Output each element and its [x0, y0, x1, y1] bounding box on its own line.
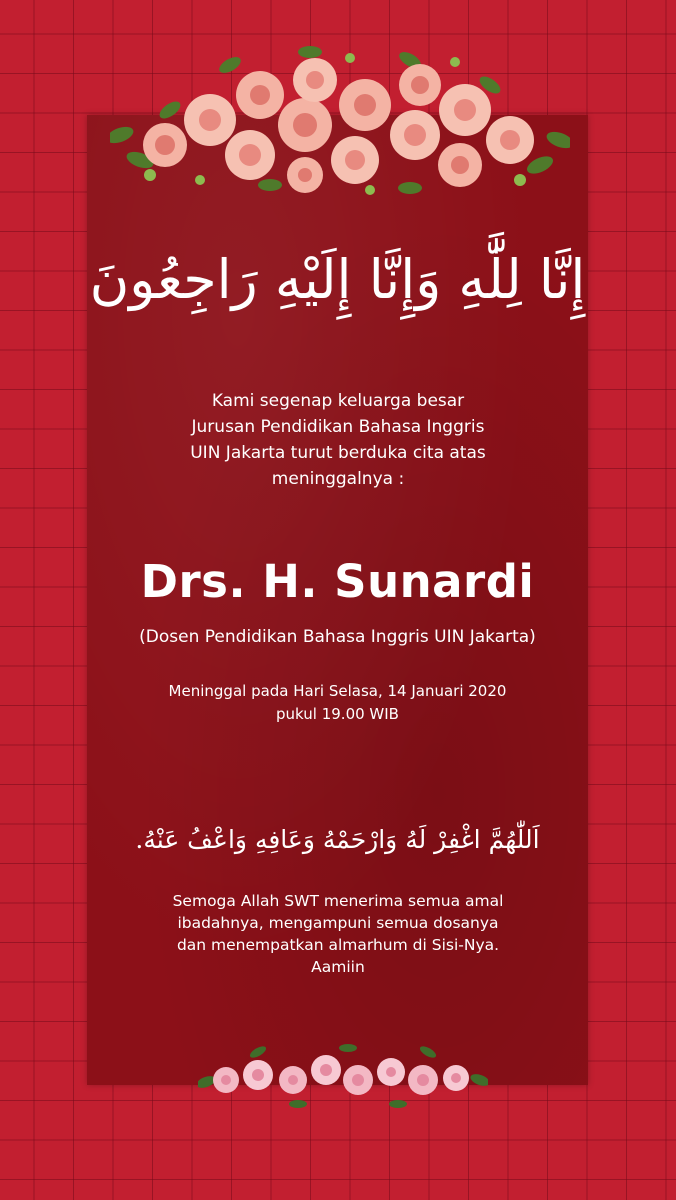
closing-line: Semoga Allah SWT menerima semua amal	[172, 892, 504, 910]
death-time: pukul 19.00 WIB	[276, 705, 399, 723]
closing-line: Aamiin	[311, 958, 365, 976]
death-details	[87, 680, 588, 726]
death-date: Meninggal pada Hari Selasa, 14 Januari 2020	[168, 682, 507, 700]
closing-line: ibadahnya, mengampuni semua dosanya	[177, 914, 499, 932]
rose-bouquet-top-illustration	[110, 40, 570, 200]
condolence-intro	[120, 388, 556, 492]
intro-line: Jurusan Pendidikan Bahasa Inggris	[191, 417, 485, 437]
arabic-heading: إِنَّا لِلَّٰهِ وَإِنَّا إِلَيْهِ رَاجِعُونَ	[89, 248, 586, 311]
deceased-role: (Dosen Pendidikan Bahasa Inggris UIN Jakarta)	[139, 627, 536, 647]
closing-line: dan menempatkan almarhum di Sisi-Nya.	[176, 936, 500, 954]
intro-line: Kami segenap keluarga besar	[211, 391, 465, 411]
intro-line: UIN Jakarta turut berduka cita atas	[190, 443, 486, 463]
closing-prayer	[130, 890, 546, 978]
arabic-prayer: اَللّٰهُمَّ اغْفِرْ لَهُ وَارْحَمْهُ وَعَافِهِ وَاعْفُ عَنْهُ.	[135, 825, 540, 854]
deceased-name: Drs. H. Sunardi	[140, 555, 535, 608]
intro-line: meninggalnya :	[271, 469, 405, 489]
rose-garland-bottom-illustration	[198, 1040, 488, 1112]
